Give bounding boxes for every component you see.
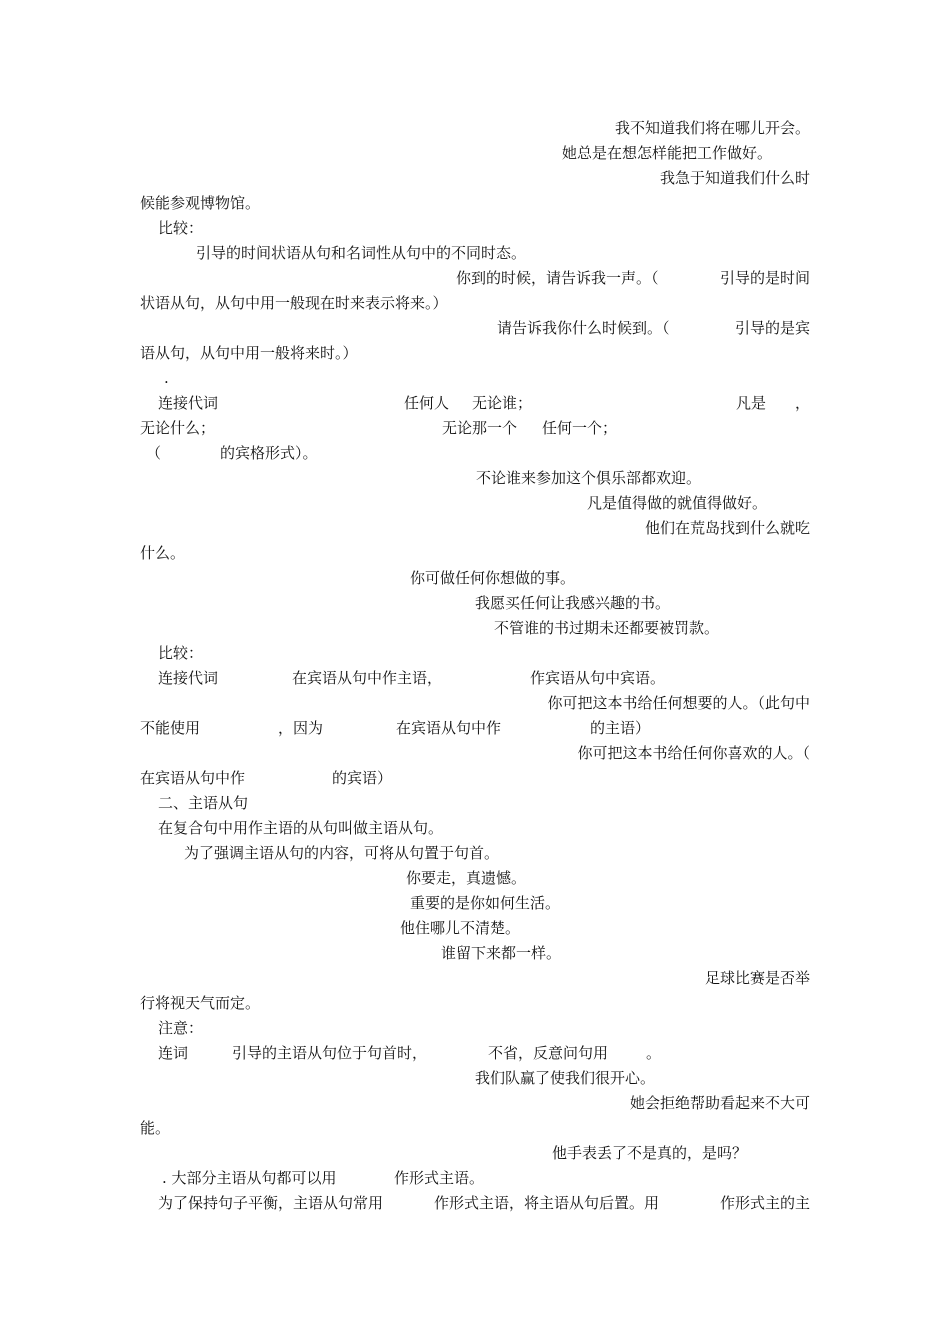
text-line: 请告诉我你什么时候到。（ (497, 319, 670, 337)
text-line: 为了保持句子平衡，主语从句常用 (158, 1194, 384, 1212)
text-line: 连接代词 (158, 669, 219, 687)
text-line: 作形式主语，将主语从句后置。用 (434, 1194, 660, 1212)
text-line: 不论谁来参加这个俱乐部都欢迎。 (476, 469, 702, 487)
text-line: 能。 (140, 1119, 171, 1137)
text-line: 引导的是宾 (734, 319, 810, 337)
text-line: 任何人 (404, 394, 450, 412)
text-line: 他手表丢了不是真的，是吗？ (552, 1144, 748, 1162)
text-line: 的宾语） (332, 769, 393, 787)
text-line: 你可把这本书给任何你喜欢的人。（ (577, 744, 810, 762)
text-line: 任何一个； (542, 419, 618, 437)
text-line: 我愿买任何让我感兴趣的书。 (475, 594, 671, 612)
section-heading: 二、主语从句 (158, 794, 249, 812)
text-line: 在复合句中用作主语的从句叫做主语从句。 (158, 819, 444, 837)
text-line: 我不知道我们将在哪儿开会。 (614, 119, 810, 137)
text-line: 的宾格形式）。 (220, 444, 318, 462)
text-line: 不能使用 (140, 719, 201, 737)
text-line: . (164, 369, 169, 387)
text-line: 行将视天气而定。 (140, 994, 261, 1012)
text-line: 无论什么； (140, 419, 216, 437)
text-line: 作宾语从句中宾语。 (530, 669, 666, 687)
text-line: ，因为 (278, 719, 324, 737)
text-line: 她会拒绝帮助看起来不大可 (629, 1094, 810, 1112)
text-line: 比较： (158, 644, 204, 662)
text-line: 。 (646, 1044, 662, 1062)
text-line: 无论谁； (472, 394, 533, 412)
text-line: 语从句，从句中用一般将来时。） (140, 344, 358, 362)
text-line: 在宾语从句中作主语， (292, 669, 443, 687)
text-line: 她总是在想怎样能把工作做好。 (561, 144, 772, 162)
text-line: 在宾语从句中作 (396, 719, 502, 737)
text-line: 作形式主的主 (719, 1194, 810, 1212)
text-line: 引导的主语从句位于句首时， (232, 1044, 428, 1062)
text-line: 状语从句，从句中用一般现在时来表示将来。） (140, 294, 448, 312)
text-line: 无论那一个 (442, 419, 518, 437)
text-line: 候能参观博物馆。 (140, 194, 261, 212)
text-line: 的主语） (590, 719, 651, 737)
text-line: 我急于知道我们什么时 (659, 169, 810, 187)
text-line: 我们队赢了使我们很开心。 (475, 1069, 656, 1087)
text-line: 连接代词 (158, 394, 219, 412)
text-line: 连词 (158, 1044, 189, 1062)
text-line: ， (794, 394, 810, 412)
text-line: 什么。 (140, 544, 186, 562)
text-line: （ (146, 444, 162, 462)
text-line: 引导的时间状语从句和名词性从句中的不同时态。 (196, 244, 527, 262)
text-line: 凡是 (736, 394, 767, 412)
text-line: 作形式主语。 (394, 1169, 485, 1187)
text-line: 你可把这本书给任何想要的人。（此句中 (547, 694, 810, 712)
text-line: 他住哪儿不清楚。 (400, 919, 521, 937)
text-line: 你到的时候，请告诉我一声。（ (456, 269, 659, 287)
text-line: 你要走，真遗憾。 (406, 869, 527, 887)
text-line: 不管谁的书过期未还都要被罚款。 (494, 619, 720, 637)
text-line: . 大部分主语从句都可以用 (162, 1169, 337, 1187)
text-line: 不省，反意问句用 (488, 1044, 609, 1062)
text-line: 在宾语从句中作 (140, 769, 246, 787)
text-line: 足球比赛是否举 (704, 969, 810, 987)
text-line: 重要的是你如何生活。 (410, 894, 561, 912)
text-line: 引导的是时间 (719, 269, 810, 287)
text-line: 为了强调主语从句的内容，可将从句置于句首。 (184, 844, 500, 862)
text-line: 他们在荒岛找到什么就吃 (644, 519, 810, 537)
text-line: 比较： (158, 219, 204, 237)
text-line: 注意： (158, 1019, 204, 1037)
text-line: 谁留下来都一样。 (441, 944, 562, 962)
text-line: 凡是值得做的就值得做好。 (587, 494, 768, 512)
text-line: 你可做任何你想做的事。 (410, 569, 576, 587)
